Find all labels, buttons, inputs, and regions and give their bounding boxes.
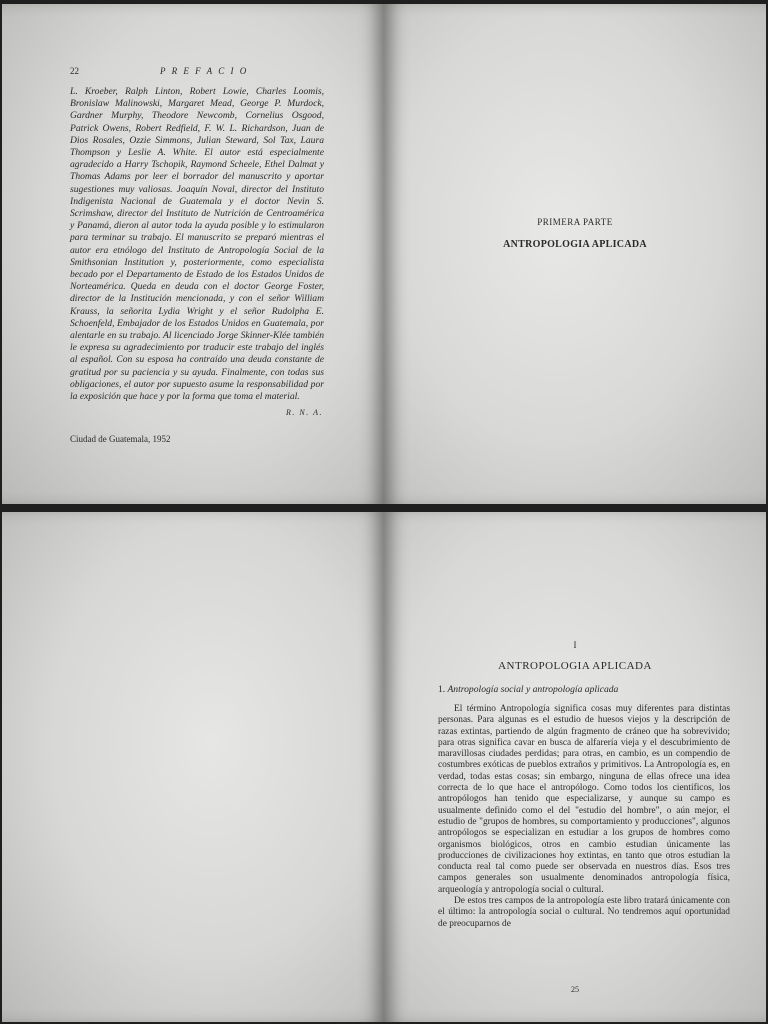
preface-page — [2, 4, 384, 504]
section-number: 1. — [438, 684, 446, 695]
part-label: PRIMERA PARTE — [537, 217, 613, 227]
page-number: 22 — [70, 66, 79, 76]
chapter-title: ANTROPOLOGIA APLICADA — [498, 660, 652, 672]
page-number: 25 — [571, 985, 579, 994]
part-title: ANTROPOLOGIA APLICADA — [503, 239, 647, 250]
body-paragraph: De estos tres campos de la antropología este libro tratará únicamente con el último: la antropología social o cultural. No tendremos aquí oportunidad de preocuparnos de — [438, 896, 730, 929]
chapter-body — [438, 704, 730, 930]
section-title: Antropología social y antropología aplicada — [447, 684, 619, 695]
running-title: P R E F A C I O — [160, 66, 249, 76]
author-initials: R. N. A. — [286, 408, 323, 417]
blank-page — [2, 512, 384, 1022]
section-heading — [438, 684, 728, 695]
acknowledgements-paragraph: L. Kroeber, Ralph Linton, Robert Lowie, Charles Loomis, Bronislaw Malinowski, Margaret Mead, George P. Murdock, Gardner Murphy, Theodore Newcomb, Cornelius Osgood, Patrick Owens, Robert Redfield, F. W. L. Richardson, Juan de Dios Rosales, Ozzie Simmons, Julian Steward, Sol Tax, Laura Thompson y Leslie A. White. El autor está especialmente agradecido a Harry Tschopik, Raymond Scheele, Ethel Dalmat y Thomas Adams por leer el borrador del manuscrito y aportar sugestiones muy valiosas. Joaquín Noval, director del Instituto Indigenista Nacional de Guatemala y el doctor Nevin S. Scrimshaw, director del Instituto de Nutrición de Centroamérica y Panamá, dieron al autor toda la ayuda posible y lo estimularon para terminar su trabajo. El manuscrito se preparó mientras el autor era etnólogo del Instituto de Antropología Social de la Smithsonian Institution y, posteriormente, como especialista becado por el Departamento de Estado de los Estados Unidos de Norteamérica. Queda en deuda con el doctor George Foster, director de la Institución mencionada, y con el señor William Krauss, la señorita Lydia Wright y el señor Rudolpha E. Schoenfeld, Embajador de los Estados Unidos en Guatemala, por alentarle en su trabajo. Al licenciado Jorge Skinner-Klée también le expresa su agradecimiento por traducir este trabajo del inglés al español. Con su esposa ha contraído una deuda constante de gratitud por su paciencia y su ayuda. Finalmente, con todas sus obligaciones, el autor por supuesto asume la responsabilidad por la exposición que hace y por la forma que toma el material. — [70, 86, 324, 403]
bottom-spread — [0, 512, 768, 1022]
chapter-page — [384, 512, 766, 1022]
acknowledgements-text — [70, 86, 324, 403]
chapter-number: I — [573, 640, 577, 650]
body-paragraph: El término Antropología significa cosas muy diferentes para distintas personas. Para algunas es el estudio de huesos viejos y la descripción de razas extintas, partiendo de algún fragmento de cráneo que ha sobrevivido; para otras significa cavar en busca de alfarería vieja y el descubrimiento de maravillosas ciudades perdidas; para otras, en cambio, es un compendio de costumbres exóticas de pueblos extraños y primitivos. La Antropología es, en verdad, todas estas cosas; sin embargo, ninguna de ellas ofrece una idea correcta de lo que hace el antropólogo. Como todos los científicos, los antropólogos han tenido que especializarse, y aunque su campo es usualmente definido como el del "estudio del hombre", o aún mejor, el estudio de "grupos de hombres, su comportamiento y producciones", algunos antropólogos se especializan en estudiar a los grupos de hombres como organismos biológicos, otros en cambio estudian únicamente las producciones de civilizaciones hoy extintas, en tanto que otros estudian la conducta real tal como puede ser observada en nuestros días. Esos tres campos generales son usualmente denominados antropología física, arqueología y antropología social o cultural. — [438, 704, 730, 895]
place-date: Ciudad de Guatemala, 1952 — [70, 434, 171, 444]
top-spread — [0, 4, 768, 504]
part-title-page — [384, 4, 766, 504]
